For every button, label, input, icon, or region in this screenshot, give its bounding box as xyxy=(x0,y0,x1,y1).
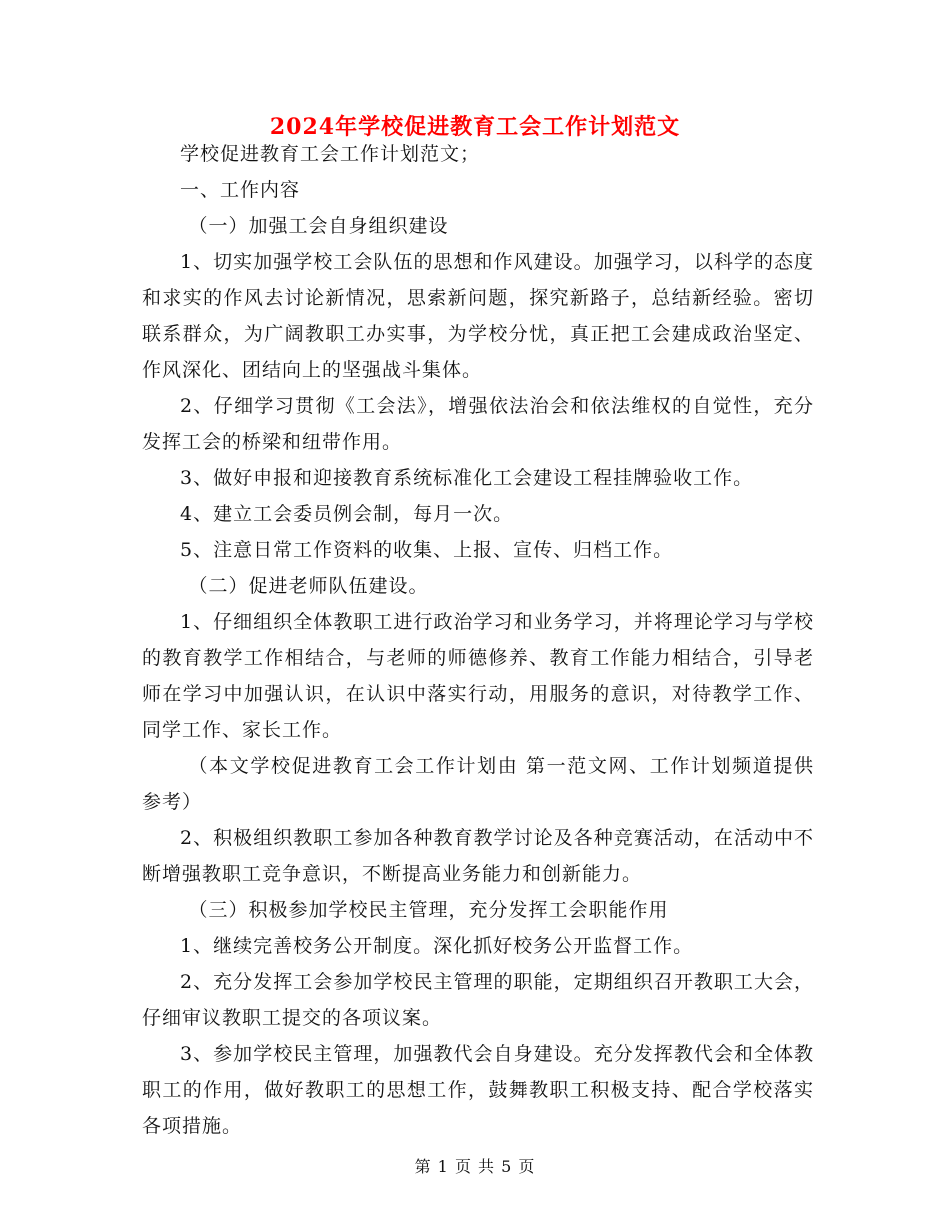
paragraph-item: 2、仔细学习贯彻《工会法》，增强依法治会和依法维权的自觉性，充分发挥工会的桥梁和纽带作用。 xyxy=(142,395,814,453)
paragraph-item: 3、做好申报和迎接教育系统标准化工会建设工程挂牌验收工作。 xyxy=(180,467,754,489)
subheading-democratic-management: （三）积极参加学校民主管理，充分发挥工会职能作用 xyxy=(188,899,669,921)
paragraph-item: 3、参加学校民主管理，加强教代会自身建设。充分发挥教代会和全体教职工的作用，做好教职工的思想工作，鼓舞教职工积极支持、配合学校落实各项措施。 xyxy=(142,1043,814,1137)
paragraph-item: 4、建立工会委员例会制，每月一次。 xyxy=(180,503,514,525)
paragraph-item: 1、继续完善校务公开制度。深化抓好校务公开监督工作。 xyxy=(180,935,694,957)
subheading-union-organization: （一）加强工会自身组织建设 xyxy=(188,215,449,237)
page-number-footer: 第 1 页 共 5 页 xyxy=(414,1157,536,1176)
paragraph-item: 1、切实加强学校工会队伍的思想和作风建设。加强学习，以科学的态度和求实的作风去讨论新情况，思索新问题，探究新路子，总结新经验。密切联系群众，为广阔教职工办实事，为学校分忧，真正把工会建成政治坚定、作风深化、团结向上的坚强战斗集体。 xyxy=(142,251,814,381)
paragraph-intro: 学校促进教育工会工作计划范文； xyxy=(180,143,481,165)
heading-work-content: 一、工作内容 xyxy=(180,179,301,201)
document-title: 2024年学校促进教育工会工作计划范文 xyxy=(269,114,681,140)
paragraph-item: 1、仔细组织全体教职工进行政治学习和业务学习，并将理论学习与学校的教育教学工作相结合，与老师的师德修养、教育工作能力相结合，引导老师在学习中加强认识，在认识中落实行动，用服务的意识，对待教学工作、同学工作、家长工作。 xyxy=(142,611,814,741)
paragraph-item: 5、注意日常工作资料的收集、上报、宣传、归档工作。 xyxy=(180,539,674,561)
paragraph-source-note: （本文学校促进教育工会工作计划由 第一范文网、工作计划频道提供参考） xyxy=(142,755,814,813)
document-body xyxy=(142,136,814,1144)
paragraph-item: 2、积极组织教职工参加各种教育教学讨论及各种竞赛活动，在活动中不断增强教职工竞争意识，不断提高业务能力和创新能力。 xyxy=(142,827,814,885)
paragraph-item: 2、充分发挥工会参加学校民主管理的职能，定期组织召开教职工大会，仔细审议教职工提交的各项议案。 xyxy=(142,971,814,1029)
subheading-teacher-team: （二）促进老师队伍建设。 xyxy=(188,575,429,597)
